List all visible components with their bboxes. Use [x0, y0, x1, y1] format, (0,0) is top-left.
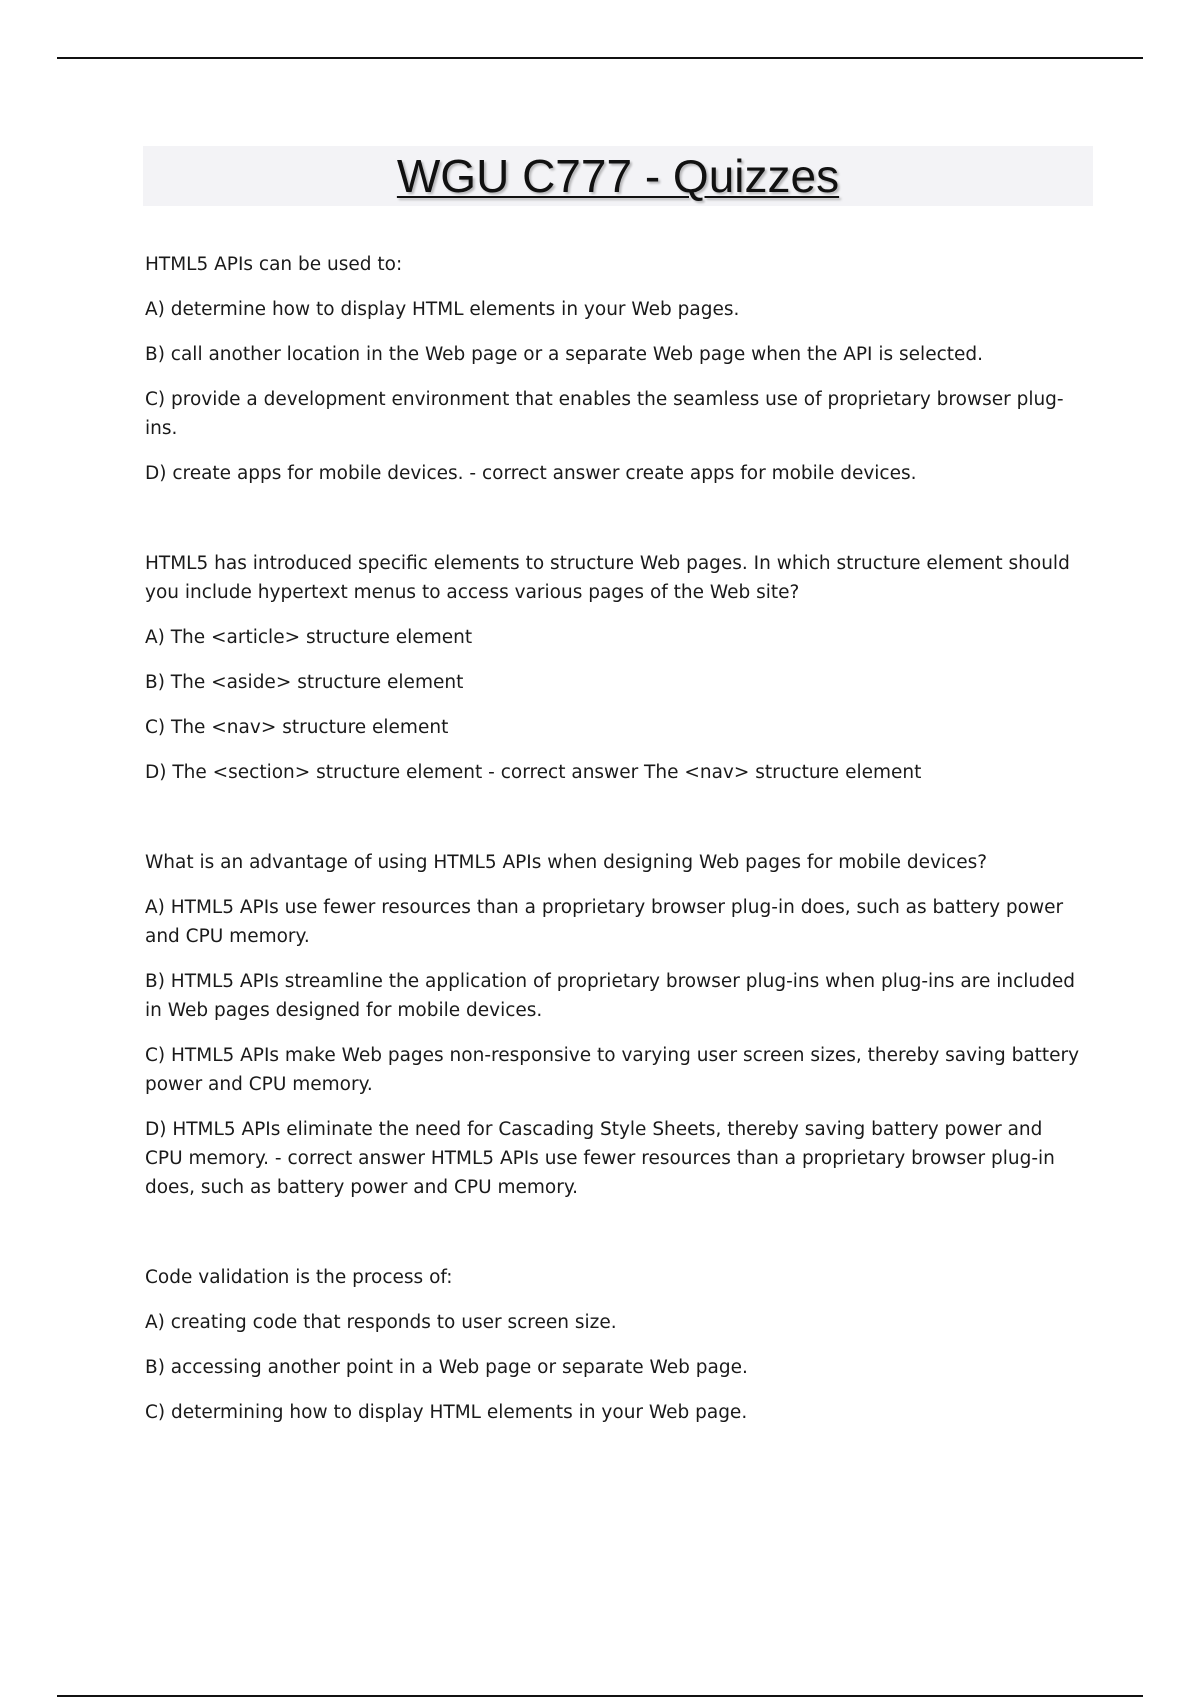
answer-option: B) HTML5 APIs streamline the application of proprietary browser plug-ins when plug-ins are included in Web pages designed for mobile devices.	[145, 971, 1075, 1021]
answer-option: A) HTML5 APIs use fewer resources than a proprietary browser plug-in does, such as battery power and CPU memory.	[145, 897, 1064, 947]
answer-option: A) The <article> structure element	[145, 627, 473, 648]
question-text: What is an advantage of using HTML5 APIs when designing Web pages for mobile devices?	[145, 852, 988, 873]
answer-option: B) call another location in the Web page or a separate Web page when the API is selected.	[145, 344, 984, 365]
question-text: HTML5 has introduced specific elements to structure Web pages. In which structure element should you include hypertext menus to access various pages of the Web site?	[145, 553, 1070, 603]
question-1	[145, 250, 1085, 488]
answer-option: A) creating code that responds to user screen size.	[145, 1312, 617, 1333]
question-3	[145, 848, 1085, 1202]
answer-option: D) The <section> structure element - correct answer The <nav> structure element	[145, 762, 922, 783]
bottom-rule	[57, 1695, 1143, 1697]
quiz-content	[145, 250, 1085, 1443]
top-rule	[57, 57, 1143, 59]
document-title: WGU C777 - Quizzes	[396, 150, 840, 202]
answer-option: C) HTML5 APIs make Web pages non-responsive to varying user screen sizes, thereby saving battery power and CPU memory.	[145, 1045, 1080, 1095]
answer-option: C) provide a development environment that enables the seamless use of proprietary browser plug-ins.	[145, 389, 1064, 439]
question-4	[145, 1263, 1085, 1427]
question-text: Code validation is the process of:	[145, 1267, 453, 1288]
answer-option: D) HTML5 APIs eliminate the need for Cascading Style Sheets, thereby saving battery power and CPU memory. - correct answer HTML5 APIs use fewer resources than a proprietary browser plug-in does, such as battery power and CPU memory.	[145, 1119, 1055, 1198]
answer-option: D) create apps for mobile devices. - correct answer create apps for mobile devices.	[145, 463, 917, 484]
question-text: HTML5 APIs can be used to:	[145, 254, 403, 275]
answer-option: A) determine how to display HTML elements in your Web pages.	[145, 299, 740, 320]
question-2	[145, 549, 1085, 787]
answer-option: B) The <aside> structure element	[145, 672, 464, 693]
title-band	[143, 146, 1093, 206]
answer-option: C) The <nav> structure element	[145, 717, 449, 738]
answer-option: B) accessing another point in a Web page or separate Web page.	[145, 1357, 748, 1378]
answer-option: C) determining how to display HTML elements in your Web page.	[145, 1402, 748, 1423]
